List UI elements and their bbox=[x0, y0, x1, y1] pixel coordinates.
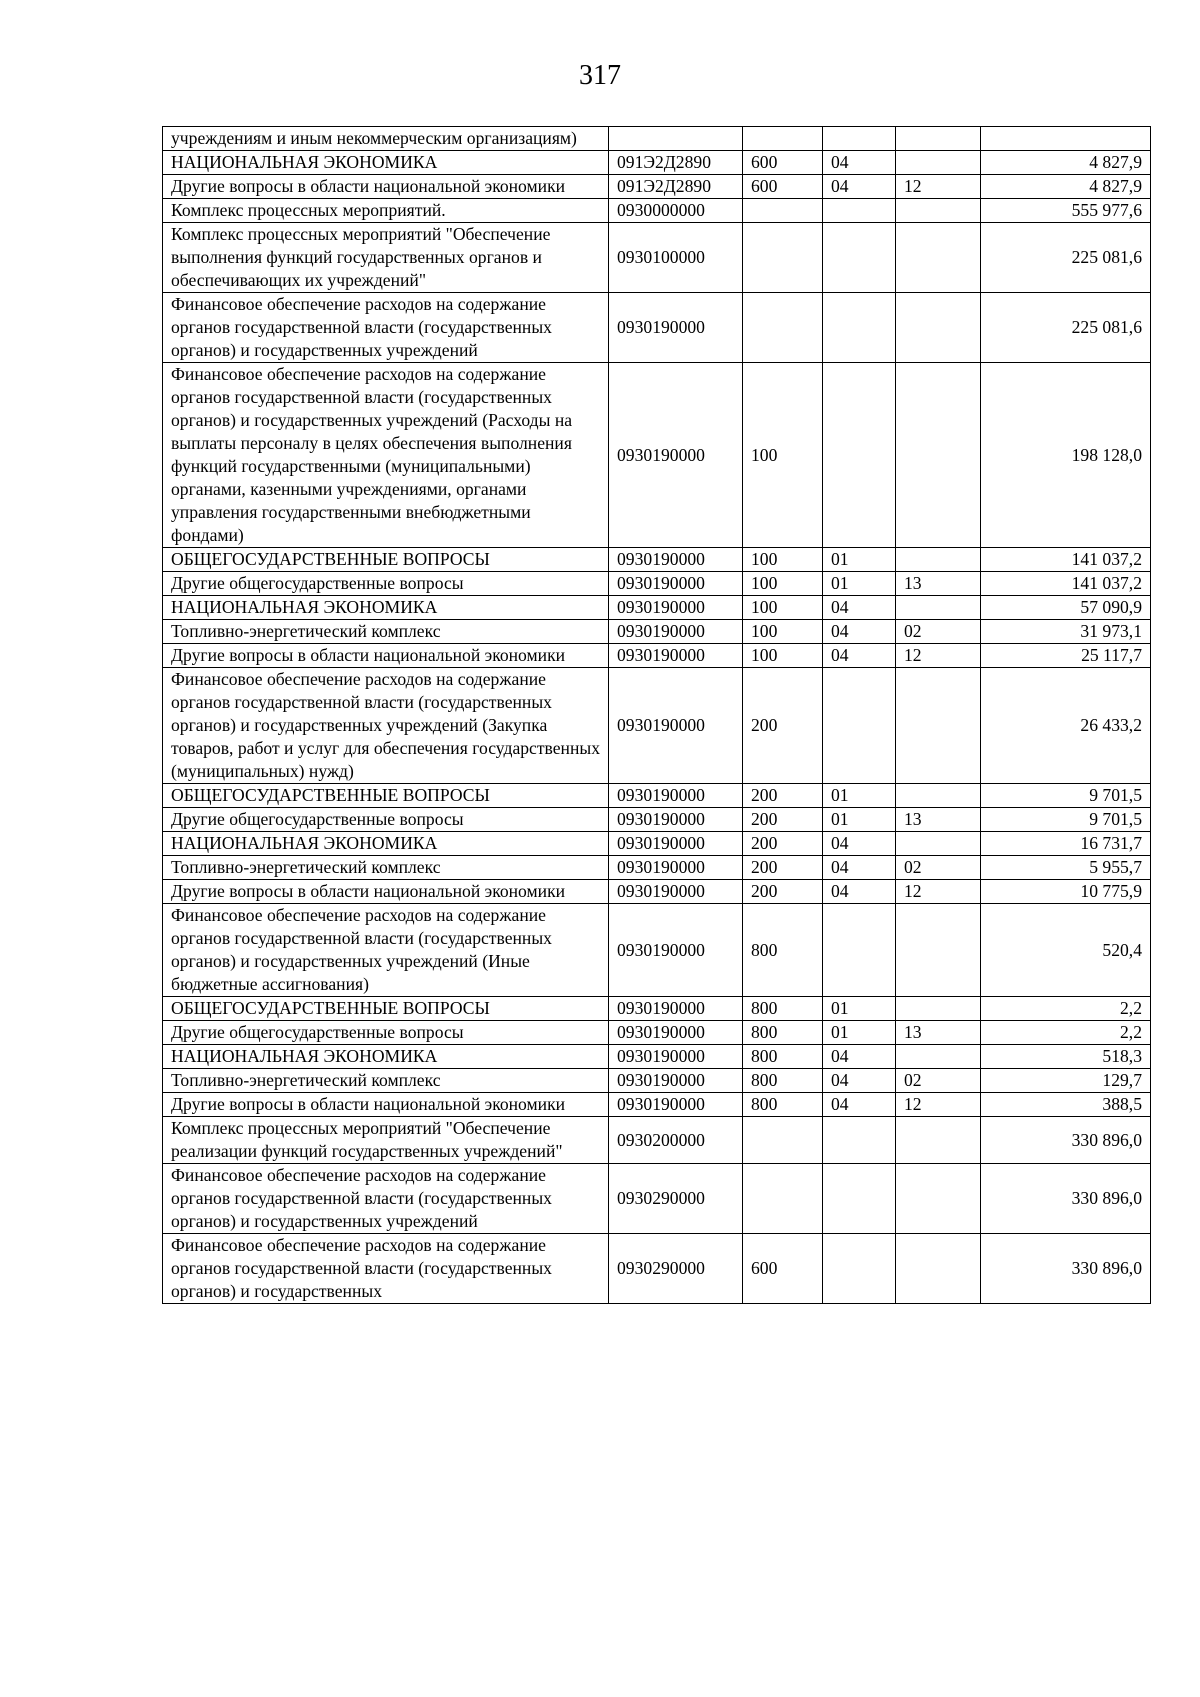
target-article-code-cell: 0930190000 bbox=[609, 997, 743, 1021]
expense-type-cell: 100 bbox=[743, 644, 823, 668]
target-article-code-cell: 0930190000 bbox=[609, 880, 743, 904]
section-cell: 04 bbox=[823, 856, 896, 880]
expense-type-cell: 600 bbox=[743, 151, 823, 175]
expense-type-cell: 800 bbox=[743, 997, 823, 1021]
table-row bbox=[163, 620, 1151, 644]
name-cell: Топливно-энергетический комплекс bbox=[163, 856, 609, 880]
name-cell: Финансовое обеспечение расходов на содержание органов государственной власти (государственных органов) и государственных учреждений (Расходы на выплаты персоналу в целях обеспечения выполнения функций государственными (муниципальными) органами, казенными учреждениями, органами управления государственными внебюджетными фондами) bbox=[163, 363, 609, 548]
amount-cell: 4 827,9 bbox=[981, 175, 1151, 199]
table-row bbox=[163, 880, 1151, 904]
section-cell bbox=[823, 1234, 896, 1304]
target-article-code-cell: 0930190000 bbox=[609, 1021, 743, 1045]
table-row bbox=[163, 904, 1151, 997]
amount-cell: 225 081,6 bbox=[981, 223, 1151, 293]
expense-type-cell: 200 bbox=[743, 784, 823, 808]
table-row bbox=[163, 808, 1151, 832]
expense-type-cell: 100 bbox=[743, 548, 823, 572]
subsection-cell: 12 bbox=[896, 880, 981, 904]
subsection-cell bbox=[896, 199, 981, 223]
target-article-code-cell: 0930290000 bbox=[609, 1234, 743, 1304]
target-article-code-cell: 0930190000 bbox=[609, 1069, 743, 1093]
name-cell: Финансовое обеспечение расходов на содержание органов государственной власти (государственных органов) и государственных bbox=[163, 1234, 609, 1304]
subsection-cell: 13 bbox=[896, 1021, 981, 1045]
expense-type-cell bbox=[743, 1164, 823, 1234]
target-article-code-cell: 0930190000 bbox=[609, 808, 743, 832]
amount-cell: 9 701,5 bbox=[981, 808, 1151, 832]
name-cell: Топливно-энергетический комплекс bbox=[163, 620, 609, 644]
subsection-cell bbox=[896, 668, 981, 784]
amount-cell: 198 128,0 bbox=[981, 363, 1151, 548]
expense-type-cell: 800 bbox=[743, 1069, 823, 1093]
name-cell: Комплекс процессных мероприятий. bbox=[163, 199, 609, 223]
section-cell: 04 bbox=[823, 596, 896, 620]
subsection-cell bbox=[896, 596, 981, 620]
subsection-cell bbox=[896, 363, 981, 548]
section-cell bbox=[823, 1117, 896, 1164]
expense-type-cell: 200 bbox=[743, 668, 823, 784]
amount-cell: 2,2 bbox=[981, 997, 1151, 1021]
amount-cell: 10 775,9 bbox=[981, 880, 1151, 904]
amount-cell: 141 037,2 bbox=[981, 572, 1151, 596]
subsection-cell bbox=[896, 784, 981, 808]
target-article-code-cell: 0930190000 bbox=[609, 668, 743, 784]
target-article-code-cell: 0930190000 bbox=[609, 784, 743, 808]
budget-table-body bbox=[163, 127, 1151, 1304]
expense-type-cell: 200 bbox=[743, 856, 823, 880]
name-cell: Финансовое обеспечение расходов на содержание органов государственной власти (государственных органов) и государственных учреждений (Иные бюджетные ассигнования) bbox=[163, 904, 609, 997]
target-article-code-cell: 0930190000 bbox=[609, 904, 743, 997]
target-article-code-cell: 0930200000 bbox=[609, 1117, 743, 1164]
expense-type-cell bbox=[743, 293, 823, 363]
subsection-cell: 12 bbox=[896, 1093, 981, 1117]
subsection-cell bbox=[896, 127, 981, 151]
target-article-code-cell: 091Э2Д2890 bbox=[609, 175, 743, 199]
expense-type-cell: 100 bbox=[743, 620, 823, 644]
target-article-code-cell: 0930190000 bbox=[609, 548, 743, 572]
subsection-cell: 12 bbox=[896, 175, 981, 199]
subsection-cell bbox=[896, 151, 981, 175]
subsection-cell bbox=[896, 1234, 981, 1304]
name-cell: Другие вопросы в области национальной экономики bbox=[163, 175, 609, 199]
target-article-code-cell: 0930190000 bbox=[609, 1045, 743, 1069]
section-cell: 01 bbox=[823, 808, 896, 832]
name-cell: Финансовое обеспечение расходов на содержание органов государственной власти (государственных органов) и государственных учреждений (Закупка товаров, работ и услуг для обеспечения государственных (муниципальных) нужд) bbox=[163, 668, 609, 784]
amount-cell: 26 433,2 bbox=[981, 668, 1151, 784]
name-cell: учреждениям и иным некоммерческим организациям) bbox=[163, 127, 609, 151]
name-cell: НАЦИОНАЛЬНАЯ ЭКОНОМИКА bbox=[163, 151, 609, 175]
name-cell: Другие общегосударственные вопросы bbox=[163, 572, 609, 596]
subsection-cell bbox=[896, 904, 981, 997]
table-row bbox=[163, 1234, 1151, 1304]
name-cell: Другие вопросы в области национальной экономики bbox=[163, 644, 609, 668]
section-cell bbox=[823, 904, 896, 997]
name-cell: Другие вопросы в области национальной экономики bbox=[163, 1093, 609, 1117]
table-row bbox=[163, 784, 1151, 808]
name-cell: Другие вопросы в области национальной экономики bbox=[163, 880, 609, 904]
target-article-code-cell bbox=[609, 127, 743, 151]
amount-cell: 555 977,6 bbox=[981, 199, 1151, 223]
name-cell: ОБЩЕГОСУДАРСТВЕННЫЕ ВОПРОСЫ bbox=[163, 997, 609, 1021]
target-article-code-cell: 0930190000 bbox=[609, 644, 743, 668]
target-article-code-cell: 0930100000 bbox=[609, 223, 743, 293]
table-row bbox=[163, 596, 1151, 620]
name-cell: Другие общегосударственные вопросы bbox=[163, 808, 609, 832]
name-cell: НАЦИОНАЛЬНАЯ ЭКОНОМИКА bbox=[163, 832, 609, 856]
expense-type-cell bbox=[743, 127, 823, 151]
table-row bbox=[163, 644, 1151, 668]
section-cell bbox=[823, 127, 896, 151]
amount-cell: 4 827,9 bbox=[981, 151, 1151, 175]
subsection-cell: 13 bbox=[896, 572, 981, 596]
section-cell bbox=[823, 223, 896, 293]
name-cell: Топливно-энергетический комплекс bbox=[163, 1069, 609, 1093]
expense-type-cell: 100 bbox=[743, 363, 823, 548]
table-row bbox=[163, 1093, 1151, 1117]
subsection-cell bbox=[896, 223, 981, 293]
name-cell: Финансовое обеспечение расходов на содержание органов государственной власти (государственных органов) и государственных учреждений bbox=[163, 1164, 609, 1234]
subsection-cell bbox=[896, 997, 981, 1021]
expense-type-cell: 200 bbox=[743, 880, 823, 904]
subsection-cell: 13 bbox=[896, 808, 981, 832]
expense-type-cell: 200 bbox=[743, 808, 823, 832]
section-cell bbox=[823, 199, 896, 223]
subsection-cell: 02 bbox=[896, 1069, 981, 1093]
section-cell bbox=[823, 293, 896, 363]
subsection-cell: 02 bbox=[896, 620, 981, 644]
table-row bbox=[163, 199, 1151, 223]
table-row bbox=[163, 293, 1151, 363]
amount-cell: 129,7 bbox=[981, 1069, 1151, 1093]
amount-cell: 31 973,1 bbox=[981, 620, 1151, 644]
table-row bbox=[163, 363, 1151, 548]
section-cell: 04 bbox=[823, 1045, 896, 1069]
expense-type-cell: 600 bbox=[743, 1234, 823, 1304]
table-row bbox=[163, 548, 1151, 572]
section-cell: 04 bbox=[823, 1093, 896, 1117]
name-cell: ОБЩЕГОСУДАРСТВЕННЫЕ ВОПРОСЫ bbox=[163, 548, 609, 572]
target-article-code-cell: 0930190000 bbox=[609, 363, 743, 548]
section-cell: 04 bbox=[823, 620, 896, 644]
expense-type-cell bbox=[743, 199, 823, 223]
subsection-cell bbox=[896, 293, 981, 363]
expense-type-cell: 800 bbox=[743, 1021, 823, 1045]
section-cell: 01 bbox=[823, 784, 896, 808]
subsection-cell bbox=[896, 1117, 981, 1164]
section-cell: 04 bbox=[823, 175, 896, 199]
target-article-code-cell: 0930190000 bbox=[609, 293, 743, 363]
amount-cell: 388,5 bbox=[981, 1093, 1151, 1117]
subsection-cell: 02 bbox=[896, 856, 981, 880]
table-row bbox=[163, 832, 1151, 856]
expense-type-cell: 100 bbox=[743, 572, 823, 596]
table-row bbox=[163, 856, 1151, 880]
name-cell: НАЦИОНАЛЬНАЯ ЭКОНОМИКА bbox=[163, 596, 609, 620]
target-article-code-cell: 0930190000 bbox=[609, 620, 743, 644]
amount-cell: 520,4 bbox=[981, 904, 1151, 997]
table-row bbox=[163, 175, 1151, 199]
target-article-code-cell: 0930190000 bbox=[609, 572, 743, 596]
section-cell bbox=[823, 668, 896, 784]
target-article-code-cell: 0930190000 bbox=[609, 1093, 743, 1117]
name-cell: Другие общегосударственные вопросы bbox=[163, 1021, 609, 1045]
section-cell: 04 bbox=[823, 644, 896, 668]
section-cell bbox=[823, 363, 896, 548]
target-article-code-cell: 0930290000 bbox=[609, 1164, 743, 1234]
table-row bbox=[163, 151, 1151, 175]
amount-cell: 330 896,0 bbox=[981, 1117, 1151, 1164]
amount-cell: 5 955,7 bbox=[981, 856, 1151, 880]
section-cell: 04 bbox=[823, 1069, 896, 1093]
amount-cell: 16 731,7 bbox=[981, 832, 1151, 856]
table-row bbox=[163, 997, 1151, 1021]
subsection-cell bbox=[896, 1164, 981, 1234]
amount-cell: 2,2 bbox=[981, 1021, 1151, 1045]
amount-cell: 57 090,9 bbox=[981, 596, 1151, 620]
section-cell: 01 bbox=[823, 572, 896, 596]
name-cell: НАЦИОНАЛЬНАЯ ЭКОНОМИКА bbox=[163, 1045, 609, 1069]
table-row bbox=[163, 668, 1151, 784]
amount-cell bbox=[981, 127, 1151, 151]
subsection-cell bbox=[896, 832, 981, 856]
amount-cell: 9 701,5 bbox=[981, 784, 1151, 808]
amount-cell: 330 896,0 bbox=[981, 1164, 1151, 1234]
amount-cell: 25 117,7 bbox=[981, 644, 1151, 668]
page-number: 317 bbox=[579, 60, 621, 91]
amount-cell: 518,3 bbox=[981, 1045, 1151, 1069]
target-article-code-cell: 091Э2Д2890 bbox=[609, 151, 743, 175]
subsection-cell bbox=[896, 548, 981, 572]
section-cell: 01 bbox=[823, 1021, 896, 1045]
section-cell bbox=[823, 1164, 896, 1234]
name-cell: Финансовое обеспечение расходов на содержание органов государственной власти (государственных органов) и государственных учреждений bbox=[163, 293, 609, 363]
table-row bbox=[163, 1069, 1151, 1093]
table-row bbox=[163, 1021, 1151, 1045]
section-cell: 04 bbox=[823, 880, 896, 904]
expense-type-cell bbox=[743, 223, 823, 293]
table-row bbox=[163, 223, 1151, 293]
section-cell: 01 bbox=[823, 548, 896, 572]
target-article-code-cell: 0930190000 bbox=[609, 832, 743, 856]
table-row bbox=[163, 127, 1151, 151]
expense-type-cell: 800 bbox=[743, 1093, 823, 1117]
amount-cell: 225 081,6 bbox=[981, 293, 1151, 363]
expense-type-cell bbox=[743, 1117, 823, 1164]
name-cell: Комплекс процессных мероприятий "Обеспечение реализации функций государственных учреждений" bbox=[163, 1117, 609, 1164]
table-row bbox=[163, 1045, 1151, 1069]
table-row bbox=[163, 1117, 1151, 1164]
expense-type-cell: 800 bbox=[743, 1045, 823, 1069]
subsection-cell: 12 bbox=[896, 644, 981, 668]
name-cell: Комплекс процессных мероприятий "Обеспечение выполнения функций государственных органов и обеспечивающих их учреждений" bbox=[163, 223, 609, 293]
table-row bbox=[163, 572, 1151, 596]
section-cell: 01 bbox=[823, 997, 896, 1021]
budget-table bbox=[162, 126, 1151, 1304]
target-article-code-cell: 0930190000 bbox=[609, 596, 743, 620]
amount-cell: 330 896,0 bbox=[981, 1234, 1151, 1304]
table-row bbox=[163, 1164, 1151, 1234]
expense-type-cell: 800 bbox=[743, 904, 823, 997]
expense-type-cell: 600 bbox=[743, 175, 823, 199]
target-article-code-cell: 0930000000 bbox=[609, 199, 743, 223]
expense-type-cell: 100 bbox=[743, 596, 823, 620]
target-article-code-cell: 0930190000 bbox=[609, 856, 743, 880]
expense-type-cell: 200 bbox=[743, 832, 823, 856]
subsection-cell bbox=[896, 1045, 981, 1069]
section-cell: 04 bbox=[823, 832, 896, 856]
amount-cell: 141 037,2 bbox=[981, 548, 1151, 572]
name-cell: ОБЩЕГОСУДАРСТВЕННЫЕ ВОПРОСЫ bbox=[163, 784, 609, 808]
section-cell: 04 bbox=[823, 151, 896, 175]
